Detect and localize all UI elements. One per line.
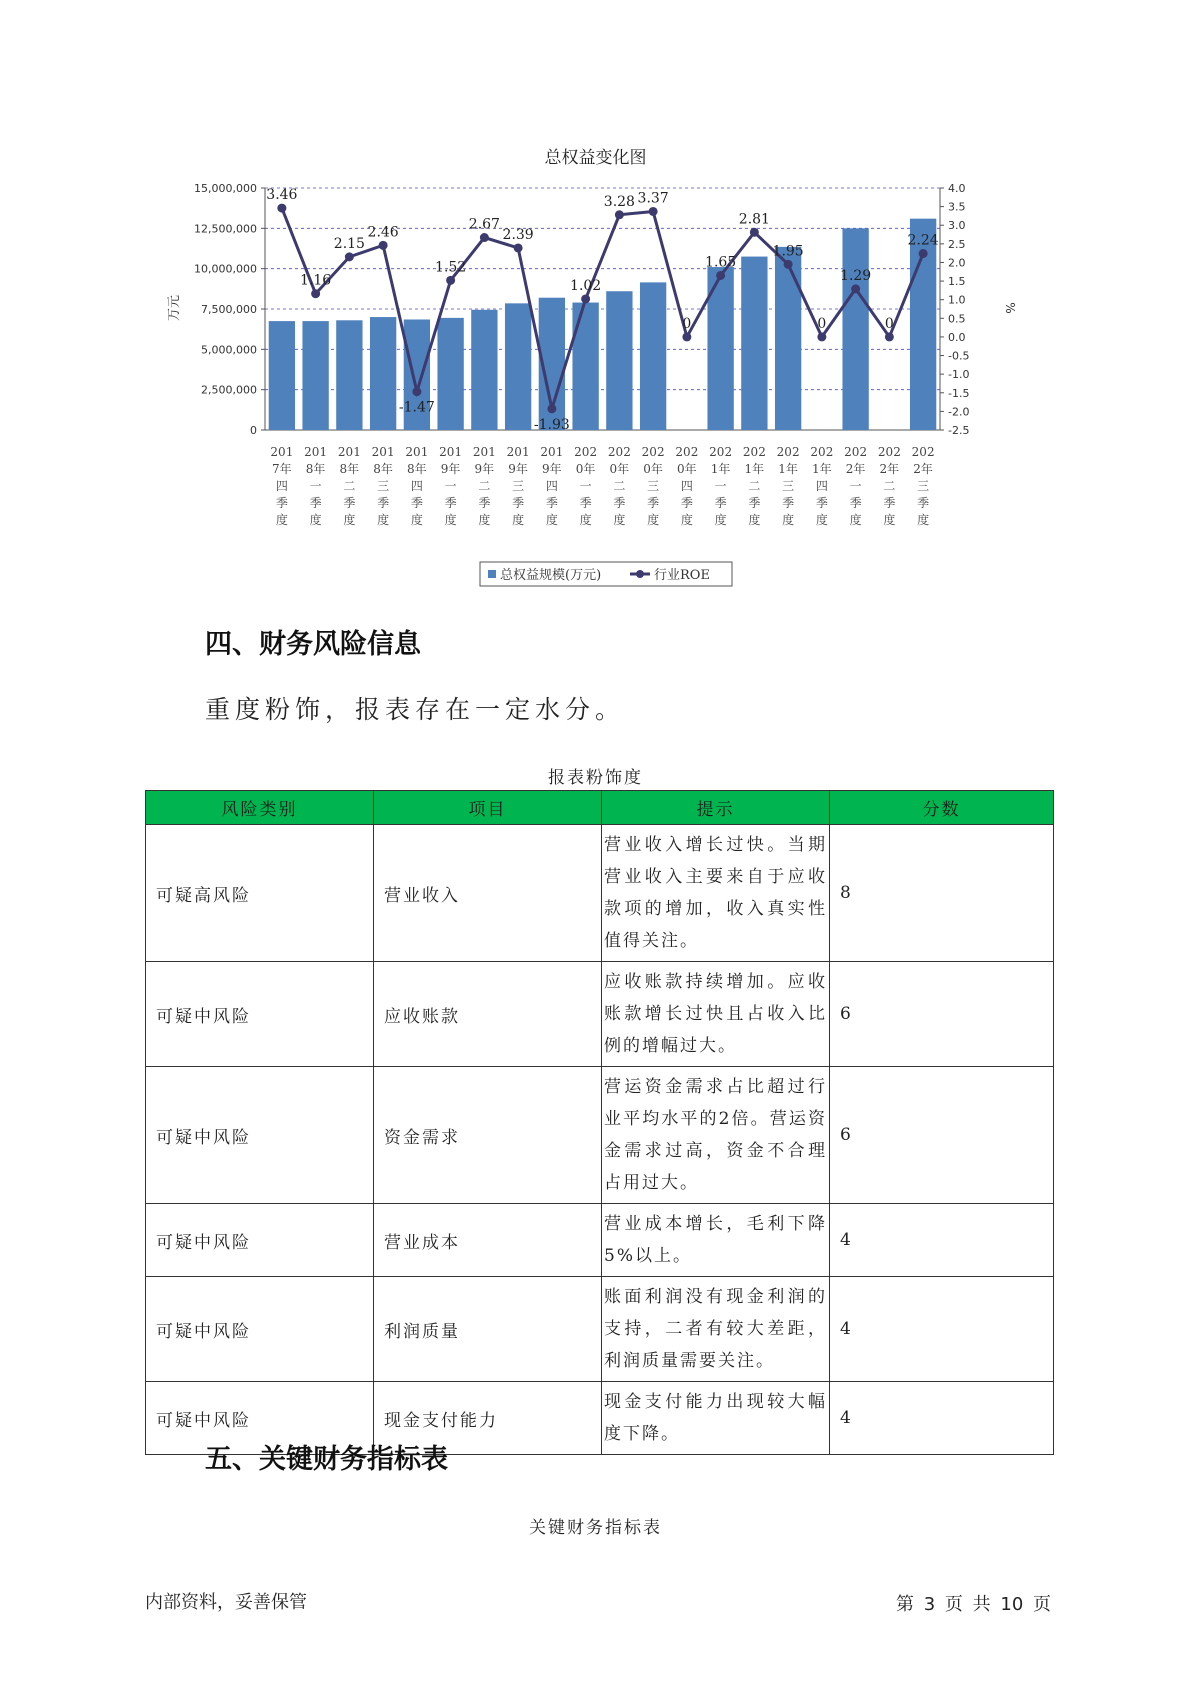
item-cell: 应收账款	[374, 962, 602, 1067]
roe-point	[750, 228, 759, 237]
bar	[606, 291, 632, 430]
roe-point	[446, 276, 455, 285]
score-cell: 4	[830, 1204, 1054, 1277]
roe-data-label: 1.52	[435, 259, 467, 276]
footer-confidential: 内部资料，妥善保管	[145, 1592, 307, 1613]
risk-table-caption: 报表粉饰度	[548, 768, 643, 788]
roe-data-label: 2.15	[333, 235, 365, 252]
roe-data-label: 2.24	[907, 232, 939, 249]
bar	[269, 321, 295, 430]
right-tick-label: 4.0	[948, 182, 966, 195]
table-row	[146, 1277, 1054, 1382]
item-cell: 营业收入	[374, 825, 602, 962]
hint-cell: 现金支付能力出现较大幅度下降。	[602, 1382, 830, 1455]
roe-point	[682, 332, 691, 341]
risk-category-cell: 可疑中风险	[146, 1277, 374, 1382]
x-tick-label: 202 0年一季度	[574, 445, 598, 527]
x-tick-label: 202 0年三季度	[641, 445, 665, 527]
bar	[471, 310, 497, 430]
left-axis-label: 万元	[167, 294, 182, 322]
table-row	[146, 825, 1054, 962]
roe-point	[379, 241, 388, 250]
legend-bar-swatch	[488, 570, 496, 578]
left-tick-label: 0	[250, 424, 257, 437]
bar	[336, 320, 362, 430]
x-tick-label: 202 1年四季度	[810, 445, 834, 527]
roe-point	[581, 294, 590, 303]
roe-point	[919, 249, 928, 258]
roe-point	[277, 204, 286, 213]
roe-data-label: 2.81	[738, 211, 770, 228]
x-tick-label: 202 1年三季度	[776, 445, 800, 527]
table-row	[146, 962, 1054, 1067]
roe-point	[480, 233, 489, 242]
roe-point	[784, 260, 793, 269]
roe-point	[615, 210, 624, 219]
section-5-heading: 五、关键财务指标表	[205, 1444, 448, 1475]
roe-data-label: 2.39	[502, 226, 534, 243]
bar	[741, 257, 767, 430]
roe-data-label: 1.95	[772, 243, 804, 260]
right-tick-label: 2.0	[948, 256, 966, 270]
risk-category-cell: 可疑中风险	[146, 1067, 374, 1204]
bar	[572, 303, 598, 430]
roe-data-label: 1.65	[705, 254, 737, 271]
hint-cell: 账面利润没有现金利润的支持，二者有较大差距，利润质量需要关注。	[602, 1277, 830, 1382]
roe-data-label: 1.16	[300, 272, 332, 289]
section-4-heading: 四、财务风险信息	[205, 629, 421, 660]
x-tick-label: 201 9年三季度	[506, 445, 530, 527]
right-tick-label: -2.0	[948, 405, 970, 419]
footer-page-number: 第 3 页 共 10 页	[896, 1594, 1051, 1615]
legend-line-marker	[636, 570, 644, 578]
bar	[302, 321, 328, 430]
left-tick-label: 5,000,000	[201, 343, 257, 357]
score-cell: 4	[830, 1382, 1054, 1455]
x-tick-label: 201 7年四季度	[270, 445, 294, 527]
x-tick-label: 201 9年二季度	[472, 445, 496, 527]
header-risk-category: 风险类别	[146, 791, 374, 825]
equity-roe-chart	[160, 168, 1040, 608]
left-tick-label: 10,000,000	[194, 262, 257, 276]
risk-table	[145, 790, 1054, 1455]
chart-title: 总权益变化图	[544, 148, 647, 168]
x-tick-label: 201 9年四季度	[540, 445, 564, 527]
roe-point	[547, 404, 556, 413]
right-tick-label: 0.0	[948, 330, 966, 344]
bar	[505, 303, 531, 430]
header-item: 项目	[374, 791, 602, 825]
x-tick-label: 202 0年四季度	[675, 445, 699, 527]
item-cell: 营业成本	[374, 1204, 602, 1277]
x-tick-label: 201 8年三季度	[371, 445, 395, 527]
roe-point	[514, 243, 523, 252]
right-tick-label: 1.5	[948, 275, 966, 289]
roe-point	[851, 284, 860, 293]
roe-data-label: 1.02	[570, 277, 602, 294]
score-cell: 6	[830, 1067, 1054, 1204]
roe-point	[817, 332, 826, 341]
roe-data-label: -1.93	[533, 416, 570, 433]
hint-cell: 应收账款持续增加。应收账款增长过快且占收入比例的增幅过大。	[602, 962, 830, 1067]
hint-cell: 营业收入增长过快。当期营业收入主要来自于应收款项的增加，收入真实性值得关注。	[602, 825, 830, 962]
roe-data-label: 1.29	[840, 267, 872, 284]
roe-data-label: 3.46	[266, 187, 298, 204]
roe-data-label: 0	[682, 315, 692, 332]
right-tick-label: -2.5	[948, 424, 970, 437]
right-tick-label: 3.0	[948, 219, 966, 233]
item-cell: 资金需求	[374, 1067, 602, 1204]
risk-table-header	[146, 791, 1054, 825]
x-tick-label: 202 2年二季度	[877, 445, 901, 527]
legend-bar-label: 总权益规模(万元)	[500, 568, 602, 583]
bar	[437, 318, 463, 430]
x-tick-label: 201 8年二季度	[337, 445, 361, 527]
roe-data-label: 2.67	[468, 216, 500, 233]
right-tick-label: -1.0	[948, 368, 970, 382]
bar	[842, 228, 868, 430]
right-tick-label: 2.5	[948, 237, 966, 251]
risk-category-cell: 可疑高风险	[146, 825, 374, 962]
roe-point	[311, 289, 320, 298]
risk-category-cell: 可疑中风险	[146, 962, 374, 1067]
legend-line-label: 行业ROE	[654, 568, 710, 583]
key-indicators-caption: 关键财务指标表	[529, 1518, 662, 1538]
right-tick-label: -0.5	[948, 349, 970, 363]
right-tick-label: 3.5	[948, 200, 966, 214]
bar	[370, 317, 396, 430]
left-tick-label: 12,500,000	[194, 222, 257, 236]
left-tick-label: 7,500,000	[201, 303, 257, 316]
roe-data-label: 0	[817, 315, 827, 332]
risk-category-cell: 可疑中风险	[146, 1204, 374, 1277]
roe-point	[412, 387, 421, 396]
bar	[640, 282, 666, 430]
right-tick-label: 1.0	[948, 293, 966, 307]
hint-cell: 营业成本增长，毛利下降5%以上。	[602, 1204, 830, 1277]
left-tick-label: 15,000,000	[194, 182, 257, 195]
table-row	[146, 1067, 1054, 1204]
x-tick-label: 202 0年二季度	[607, 445, 631, 527]
roe-point	[345, 252, 354, 261]
item-cell: 利润质量	[374, 1277, 602, 1382]
x-tick-label: 202 2年一季度	[844, 445, 868, 527]
x-tick-label: 201 8年一季度	[304, 445, 328, 527]
x-tick-label: 202 1年二季度	[742, 445, 766, 527]
right-axis-label: %	[1003, 302, 1017, 314]
roe-data-label: 3.28	[603, 193, 635, 210]
x-tick-label: 202 1年一季度	[709, 445, 733, 527]
roe-point	[716, 271, 725, 280]
score-cell: 4	[830, 1277, 1054, 1382]
right-tick-label: -1.5	[948, 386, 970, 400]
roe-data-label: 2.46	[367, 224, 399, 241]
left-tick-label: 2,500,000	[201, 383, 257, 397]
header-hint: 提示	[602, 791, 830, 825]
bar	[775, 247, 801, 430]
x-tick-label: 201 8年四季度	[405, 445, 429, 527]
item-cell: 现金支付能力	[374, 1382, 602, 1455]
roe-data-label: 0	[884, 315, 894, 332]
table-row	[146, 1204, 1054, 1277]
roe-data-label: 3.37	[637, 190, 669, 207]
score-cell: 8	[830, 825, 1054, 962]
hint-cell: 营运资金需求占比超过行业平均水平的2倍。营运资金需求过高，资金不合理占用过大。	[602, 1067, 830, 1204]
right-tick-label: 0.5	[948, 312, 966, 326]
risk-category-cell: 可疑中风险	[146, 1382, 374, 1455]
risk-summary: 重度粉饰，报表存在一定水分。	[205, 695, 626, 724]
x-tick-label: 201 9年一季度	[439, 445, 463, 527]
x-tick-label: 202 2年三季度	[911, 445, 935, 527]
header-score: 分数	[830, 791, 1054, 825]
roe-point	[885, 332, 894, 341]
roe-data-label: -1.47	[398, 399, 435, 416]
score-cell: 6	[830, 962, 1054, 1067]
roe-point	[649, 207, 658, 216]
